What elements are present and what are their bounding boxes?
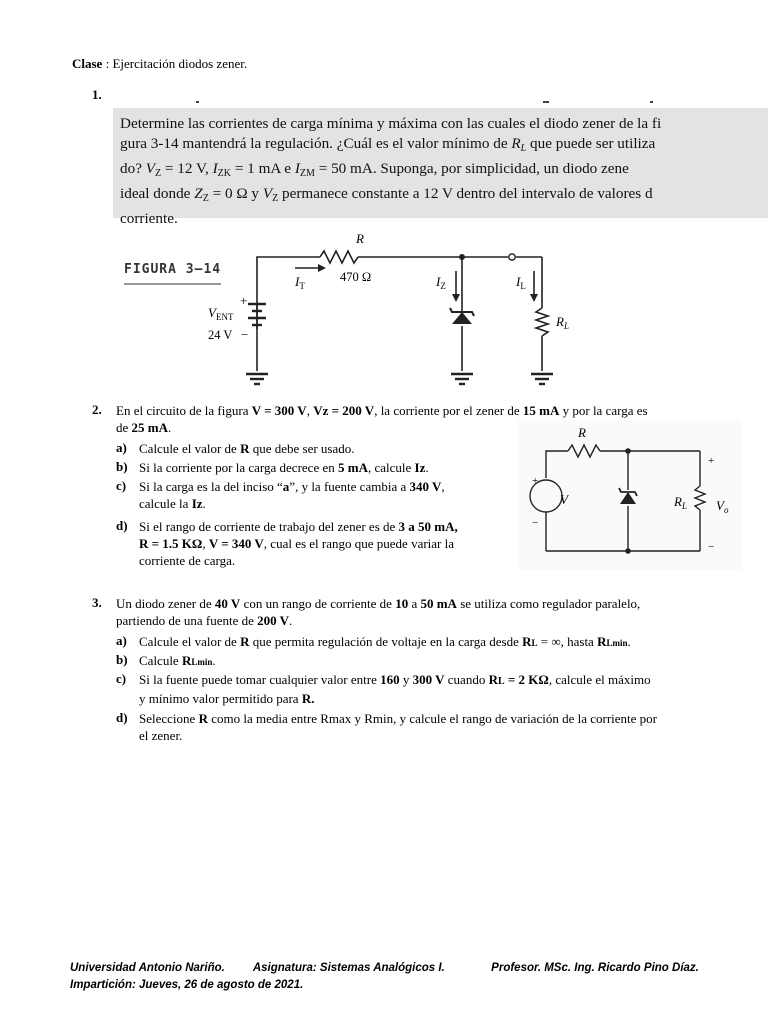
fig1-minus: − <box>241 327 249 342</box>
class-label: Clase <box>72 56 103 71</box>
fig1-iz-label: $I_Z$ <box>436 274 446 291</box>
fig2-r-label: R <box>578 425 586 440</box>
q2a-label: a) <box>116 440 127 455</box>
q2b-label: b) <box>116 459 128 474</box>
scan-mark <box>196 101 199 103</box>
fig2-rl-label: $R_L$ <box>674 494 687 511</box>
class-text: : Ejercitación diodos zener. <box>102 56 248 71</box>
q3d-label: d) <box>116 710 128 725</box>
fig2-plus: + <box>532 475 539 487</box>
q1-line: do? $V_Z = 12$ V, $I_{ZK} = 1$ mA e $I_{ZM} = 50$ mA. Suponga, por simplicidad, un diodo zene <box>120 160 629 179</box>
circuit-figure-3-14 <box>190 226 590 391</box>
q3b-label: b) <box>116 652 128 667</box>
footer-date: Impartición: Jueves, 26 de agosto de 2021. <box>70 979 304 991</box>
fig1-plus: + <box>240 293 248 308</box>
fig2-out-minus: − <box>708 541 715 553</box>
footer-university: Universidad Antonio Nariño. <box>70 962 225 974</box>
q2d-text: Si el rango de corriente de trabajo del zener es de 3 a 50 mA, R = 1.5 KΩ, V = 340 V, cual es el rango que puede variar la corriente de carga. <box>139 519 458 568</box>
q1-problem-image <box>113 108 768 227</box>
q3b-text: Calcule RLmin. <box>139 653 216 668</box>
figure-3-14-label: FIGURA 3–14 <box>124 262 221 285</box>
q2a-text: Calcule el valor de R que debe ser usado. <box>139 441 355 456</box>
footer-subject: Asignatura: Sistemas Analógicos I. <box>252 962 445 974</box>
q1-line: gura 3-14 mantendrá la regulación. ¿Cuál es el valor mínimo de $R_L$ que puede ser utiliza <box>120 135 656 154</box>
q1-problem-text <box>113 108 768 229</box>
fig1-r-value: 470 Ω <box>340 270 372 284</box>
scan-mark <box>650 101 653 103</box>
q3a-label: a) <box>116 633 127 648</box>
q1-line: corriente. <box>120 210 178 227</box>
q3a-text: Calcule el valor de R que permita regulación de voltaje en la carga desde RL = ∞, hasta RLmin. <box>139 634 631 649</box>
fig1-it-label: $I_T$ <box>295 274 305 291</box>
q3c-label: c) <box>116 671 127 686</box>
q1-line: ideal donde $Z_Z = 0$ Ω y $V_Z$ permanece constante a 12 V dentro del intervalo de valores d <box>120 185 653 204</box>
fig1-il-label: $I_L$ <box>516 274 526 291</box>
fig2-vo-label: $V_o$ <box>716 498 729 515</box>
q3-number: 3. <box>92 595 102 610</box>
q3-statement: Un diodo zener de 40 V con un rango de corriente de 10 a 50 mA se utiliza como regulador paralelo, partiendo de una fuente de 200 V. <box>116 596 641 628</box>
fig1-r-label: R <box>356 231 364 246</box>
class-title <box>72 56 247 72</box>
fig2-out-plus: + <box>708 455 715 467</box>
fig1-vent-label: $V_{ENT}$ <box>208 305 234 322</box>
q3d-text: Seleccione R como la media entre Rmax y Rmin, y calcule el rango de variación de la corriente por el zener. <box>139 711 657 743</box>
q2c-text: Si la carga es la del inciso “a”, y la fuente cambia a 340 V, calcule la Iz. <box>139 479 445 511</box>
fig2-minus: − <box>532 517 539 529</box>
fig1-rl-label: $R_L$ <box>556 314 569 331</box>
q2b-text: Si la corriente por la carga decrece en 5 mA, calcule Iz. <box>139 460 429 475</box>
q3c-text: Si la fuente puede tomar cualquier valor entre 160 y 300 V cuando RL = 2 KΩ, calcule el máximo y mínimo valor permitido para R. <box>139 672 651 706</box>
q2c-label: c) <box>116 478 127 493</box>
fig1-vsrc-label: 24 V <box>208 328 233 342</box>
q2-number: 2. <box>92 402 102 417</box>
q2d-label: d) <box>116 518 128 533</box>
fig2-v-label: V <box>560 492 568 507</box>
footer-line-1 <box>70 962 699 974</box>
q1-line: Determine las corrientes de carga mínima y máxima con las cuales el diodo zener de la fi <box>120 115 662 132</box>
q2-statement: En el circuito de la figura V = 300 V, Vz = 200 V, la corriente por el zener de 15 mA y por la carga es de 25 mA. <box>116 403 648 435</box>
q1-number: 1. <box>92 87 102 102</box>
circuit-figure-q2 <box>518 420 742 570</box>
footer-professor: Profesor. MSc. Ing. Ricardo Pino Díaz. <box>491 962 699 974</box>
scan-mark <box>543 101 549 103</box>
